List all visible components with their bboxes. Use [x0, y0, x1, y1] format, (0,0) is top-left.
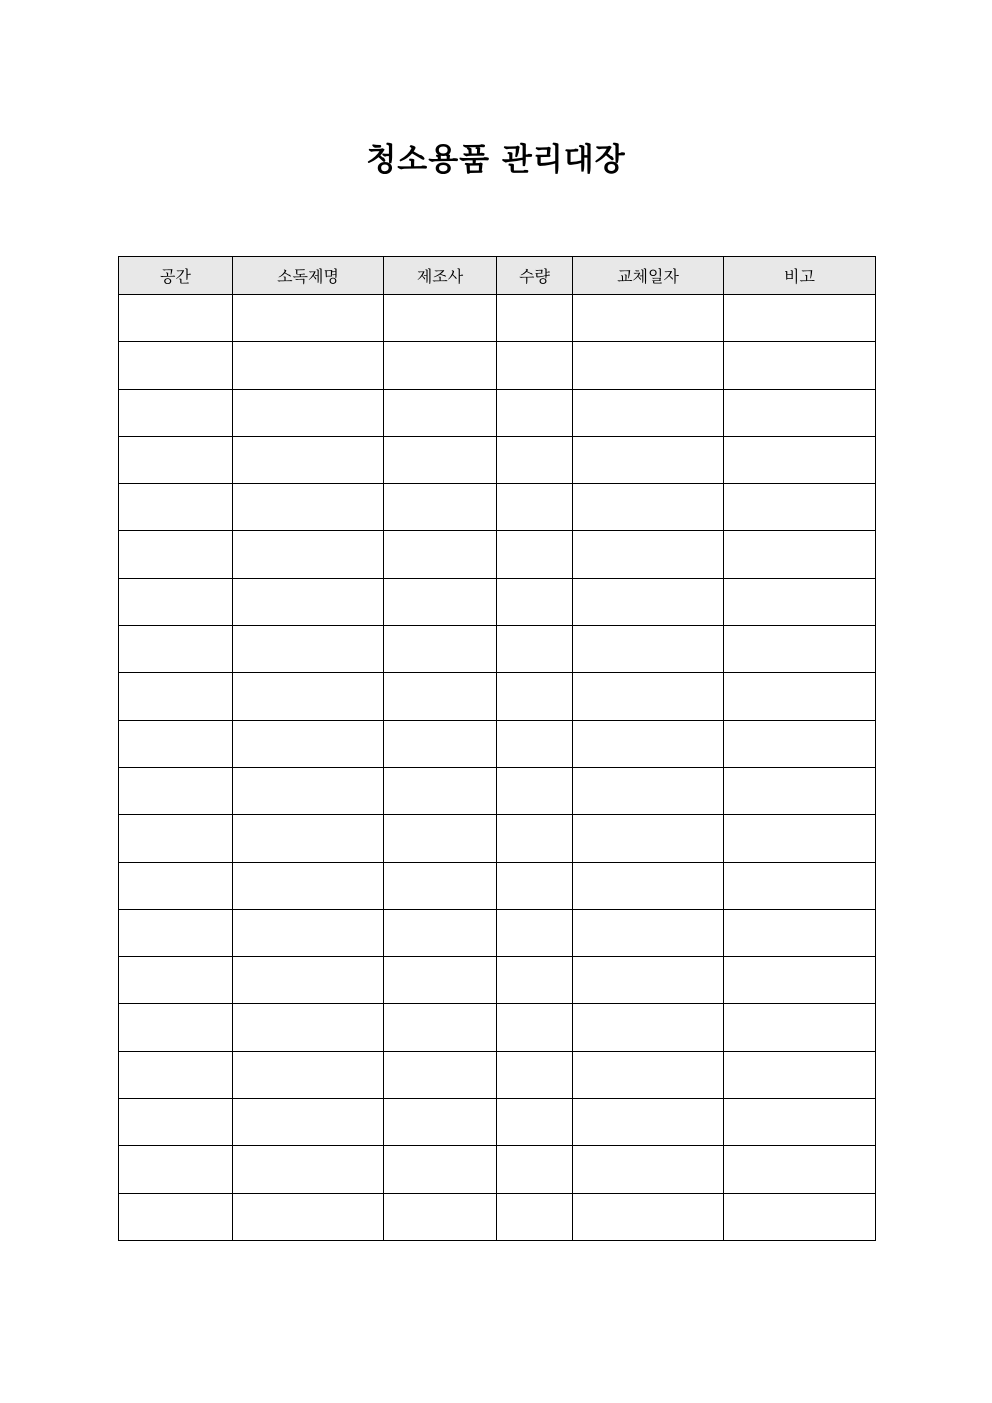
table-cell[interactable] [497, 389, 573, 436]
table-row [119, 484, 876, 531]
table-cell[interactable] [724, 578, 876, 625]
header-row [119, 257, 876, 295]
cleaning-supplies-ledger-table [118, 256, 876, 1241]
table-row [119, 578, 876, 625]
table-cell[interactable] [384, 1051, 497, 1098]
table-cell[interactable] [573, 673, 724, 720]
table-cell[interactable] [233, 531, 384, 578]
table-cell[interactable] [724, 626, 876, 673]
table-cell[interactable] [573, 295, 724, 342]
table-cell[interactable] [384, 1193, 497, 1240]
header-manufacturer: 제조사 [384, 257, 497, 295]
table-cell[interactable] [119, 295, 233, 342]
table-cell[interactable] [119, 957, 233, 1004]
table-cell[interactable] [573, 1051, 724, 1098]
table-cell[interactable] [233, 389, 384, 436]
table-cell[interactable] [384, 1146, 497, 1193]
table-cell[interactable] [497, 626, 573, 673]
table-cell[interactable] [119, 626, 233, 673]
table-row [119, 342, 876, 389]
table-cell[interactable] [119, 1099, 233, 1146]
table-cell[interactable] [573, 1004, 724, 1051]
table-row [119, 295, 876, 342]
table-cell[interactable] [233, 1004, 384, 1051]
table-cell[interactable] [724, 720, 876, 767]
table-row [119, 1146, 876, 1193]
table-cell[interactable] [497, 767, 573, 814]
table-cell[interactable] [384, 578, 497, 625]
header-disinfectant-name: 소독제명 [233, 257, 384, 295]
table-cell[interactable] [573, 531, 724, 578]
table-cell[interactable] [119, 1051, 233, 1098]
table-cell[interactable] [573, 1146, 724, 1193]
table-cell[interactable] [573, 626, 724, 673]
table-cell[interactable] [724, 957, 876, 1004]
table-cell[interactable] [119, 484, 233, 531]
table-cell[interactable] [119, 862, 233, 909]
table-cell[interactable] [497, 436, 573, 483]
table-cell[interactable] [573, 578, 724, 625]
table-cell[interactable] [233, 295, 384, 342]
table-cell[interactable] [724, 1193, 876, 1240]
table-cell[interactable] [384, 957, 497, 1004]
table-cell[interactable] [233, 673, 384, 720]
table-row [119, 767, 876, 814]
table-cell[interactable] [384, 531, 497, 578]
table-row [119, 1193, 876, 1240]
table-cell[interactable] [724, 342, 876, 389]
table-cell[interactable] [724, 1099, 876, 1146]
table-cell[interactable] [233, 909, 384, 956]
table-cell[interactable] [233, 626, 384, 673]
table-cell[interactable] [233, 484, 384, 531]
table-cell[interactable] [497, 1146, 573, 1193]
table-cell[interactable] [119, 1193, 233, 1240]
table-cell[interactable] [573, 1099, 724, 1146]
table-cell[interactable] [497, 295, 573, 342]
table-cell[interactable] [497, 862, 573, 909]
table-cell[interactable] [233, 1099, 384, 1146]
table-cell[interactable] [497, 1099, 573, 1146]
table-cell[interactable] [724, 295, 876, 342]
table-cell[interactable] [573, 909, 724, 956]
table-cell[interactable] [573, 484, 724, 531]
table-cell[interactable] [384, 767, 497, 814]
table-cell[interactable] [119, 1146, 233, 1193]
table-cell[interactable] [497, 578, 573, 625]
table-cell[interactable] [497, 1193, 573, 1240]
table-cell[interactable] [233, 1193, 384, 1240]
table-cell[interactable] [724, 484, 876, 531]
table-cell[interactable] [233, 957, 384, 1004]
table-cell[interactable] [119, 767, 233, 814]
table-cell[interactable] [724, 909, 876, 956]
table-cell[interactable] [119, 389, 233, 436]
table-cell[interactable] [233, 767, 384, 814]
table-cell[interactable] [119, 1004, 233, 1051]
table-row [119, 1004, 876, 1051]
table-cell[interactable] [497, 957, 573, 1004]
table-cell[interactable] [384, 389, 497, 436]
table-cell[interactable] [573, 815, 724, 862]
table-cell[interactable] [119, 531, 233, 578]
table-cell[interactable] [119, 673, 233, 720]
table-cell[interactable] [233, 720, 384, 767]
table-cell[interactable] [497, 342, 573, 389]
table-cell[interactable] [233, 1051, 384, 1098]
table-cell[interactable] [497, 484, 573, 531]
table-cell[interactable] [724, 862, 876, 909]
table-cell[interactable] [384, 1099, 497, 1146]
table-cell[interactable] [119, 720, 233, 767]
table-cell[interactable] [497, 531, 573, 578]
table-row [119, 626, 876, 673]
table-cell[interactable] [724, 1146, 876, 1193]
ledger-body [119, 295, 876, 1241]
table-cell[interactable] [384, 909, 497, 956]
table-cell[interactable] [573, 720, 724, 767]
table-cell[interactable] [573, 957, 724, 1004]
header-space: 공간 [119, 257, 233, 295]
table-cell[interactable] [573, 436, 724, 483]
table-cell[interactable] [497, 1051, 573, 1098]
table-cell[interactable] [724, 815, 876, 862]
table-row [119, 436, 876, 483]
header-replacement-date: 교체일자 [573, 257, 724, 295]
table-cell[interactable] [384, 815, 497, 862]
table-cell[interactable] [573, 1193, 724, 1240]
table-row [119, 957, 876, 1004]
table-row [119, 389, 876, 436]
table-cell[interactable] [573, 389, 724, 436]
table-cell[interactable] [497, 673, 573, 720]
table-cell[interactable] [497, 909, 573, 956]
table-cell[interactable] [119, 815, 233, 862]
table-cell[interactable] [119, 909, 233, 956]
table-cell[interactable] [724, 1051, 876, 1098]
table-cell[interactable] [233, 342, 384, 389]
table-cell[interactable] [724, 389, 876, 436]
table-cell[interactable] [233, 436, 384, 483]
table-cell[interactable] [233, 578, 384, 625]
table-cell[interactable] [384, 342, 497, 389]
table-cell[interactable] [384, 720, 497, 767]
table-cell[interactable] [384, 626, 497, 673]
table-cell[interactable] [724, 436, 876, 483]
table-row [119, 720, 876, 767]
table-cell[interactable] [724, 767, 876, 814]
table-cell[interactable] [384, 862, 497, 909]
table-cell[interactable] [573, 342, 724, 389]
table-cell[interactable] [119, 342, 233, 389]
table-row [119, 1051, 876, 1098]
table-cell[interactable] [233, 815, 384, 862]
table-row [119, 862, 876, 909]
table-cell[interactable] [724, 531, 876, 578]
table-cell[interactable] [384, 295, 497, 342]
table-cell[interactable] [119, 578, 233, 625]
table-cell[interactable] [384, 1004, 497, 1051]
table-cell[interactable] [119, 436, 233, 483]
table-cell[interactable] [497, 1004, 573, 1051]
header-quantity: 수량 [497, 257, 573, 295]
table-row [119, 673, 876, 720]
table-cell[interactable] [497, 720, 573, 767]
table-cell[interactable] [724, 1004, 876, 1051]
table-cell[interactable] [573, 862, 724, 909]
table-cell[interactable] [573, 767, 724, 814]
table-cell[interactable] [384, 673, 497, 720]
page-title: 청소용품 관리대장 [366, 142, 626, 178]
table-cell[interactable] [497, 815, 573, 862]
table-row [119, 815, 876, 862]
table-cell[interactable] [384, 484, 497, 531]
table-row [119, 531, 876, 578]
table-cell[interactable] [233, 862, 384, 909]
table-row [119, 909, 876, 956]
table-cell[interactable] [384, 436, 497, 483]
table-cell[interactable] [233, 1146, 384, 1193]
header-remarks: 비고 [724, 257, 876, 295]
table-cell[interactable] [724, 673, 876, 720]
table-row [119, 1099, 876, 1146]
